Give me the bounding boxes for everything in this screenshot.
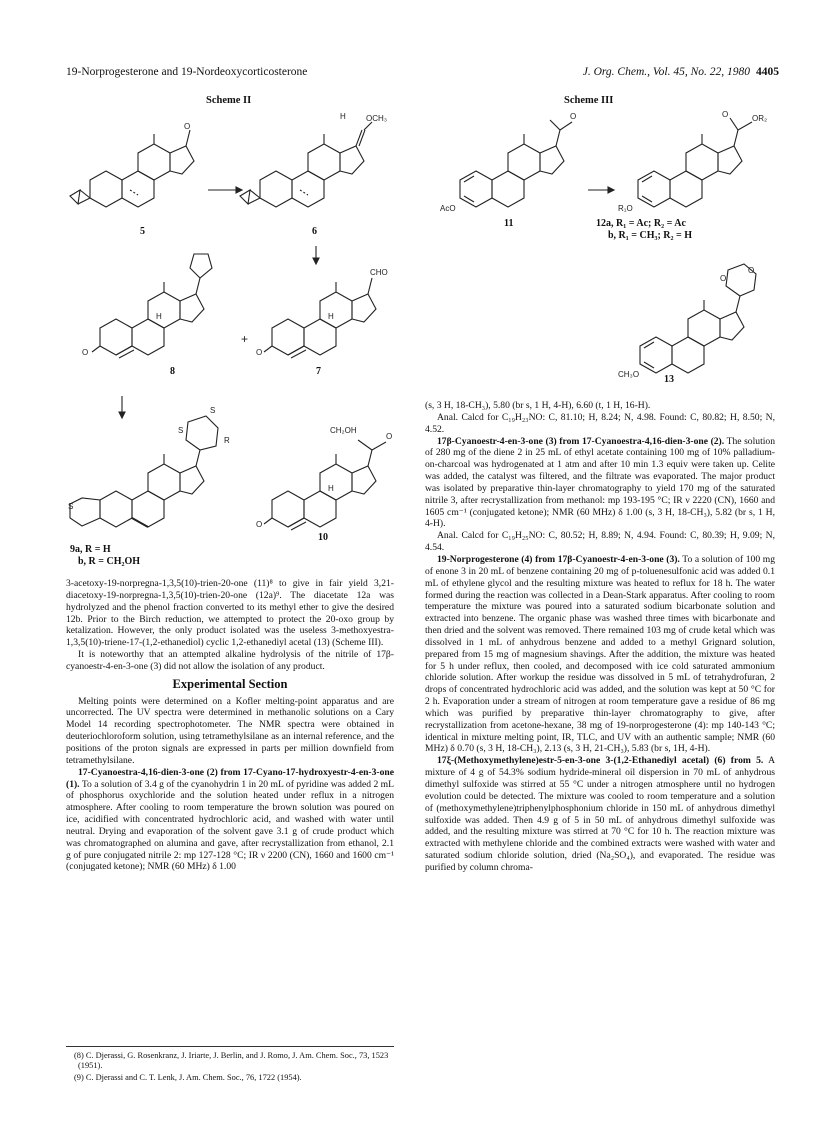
running-header: 19-Norprogesterone and 19-Nordeoxycorticosterone [66,66,308,78]
oxo-label-10b: O [256,520,263,529]
body-paragraph: Melting points were determined on a Kofler melting-point apparatus and are uncorrected. The UV spectra were determined in methanolic solutions on a Cary Model 14 recording spectrophotometer. The NMR spectra were obtained in deuteriochloroform solution, using tetramethylsilane as an internal reference, and the positions of the proton signals are expressed in parts per million downfield from tetramethylsilane. [66,695,394,766]
procedure-title: 17β-Cyanoestr-4-en-3-one (3) from 17-Cyanoestra-4,16-dien-3-one (2). [437,435,725,447]
ch2oh-label: CH₂OH [330,426,357,435]
footnotes [66,1046,394,1084]
aco-label: AcO [440,204,456,213]
journal-citation [583,66,779,78]
structure-8 [92,254,212,358]
analysis-paragraph: Anal. Calcd for C₁₉H₂₅NO: C, 80.52; H, 8.89; N, 4.94. Found: C, 80.39; H, 9.09; N, 4.54. [425,530,775,554]
procedure-paragraph [425,554,775,755]
procedure-body: To a solution of 3.4 g of the cyanohydrin 1 in 20 mL of pyridine was added 2 mL of phosphorus oxychloride and the solution heated under reflux in a nitrogen atmosphere. After cooling to room temperature the brown solution was poured on ice, acidified with concentrated hydrochloric acid, and washed with water until neutral. Drying and evaporation of the solvent gave 3.1 g of crude product which was chromatographed on alumina and gave, after recrystallization from ethanol, 2.1 g of pure conjugated nitrile 2: mp 127-128 °C; IR ν 2200 (CN), 1660 and 1600 cm⁻¹ (conjugated ketone); NMR (60 MHz) δ 1.00 [66,778,394,873]
left-column [66,578,394,873]
footnote-rule [66,1046,394,1047]
or2-label: OR₂ [752,114,768,123]
compound-5-label: 5 [140,226,145,237]
procedure-body: The solution of 280 mg of the diene 2 in 25 mL of ethyl acetate containing 100 mg of 10% palladium-on-charcoal was hydrogenated at 1 atm and after 10 min 1.3 equiv were taken up. Celite was added, the catalyst was filtered, and the filtrate was evaporated. The major product was isolated by preparative thin-layer chromatography to yield 170 mg of the saturated nitrile 3, after recrystallization from methanol: mp 193-195 °C; IR ν 2220 (CN), 1660 and 1605 cm⁻¹ (conjugated ketone); NMR (60 MHz) δ 1.00 (s, 3 H, 18-CH₃), 5.82 (br s, 1 H, 4-H). [425,435,775,530]
procedure-paragraph [425,436,775,531]
compound-9b-label: b, R = CH₂OH [78,556,141,567]
compound-6-label: 6 [312,226,317,237]
oxo-label-12: O [722,110,729,119]
structure-5 [70,130,194,207]
scheme-3-structures [430,108,790,388]
procedure-paragraph [66,767,394,874]
structure-6 [240,122,372,207]
scheme-2-title: Scheme II [206,95,252,106]
procedure-body: A mixture of 4 g of 54.3% sodium hydride-mineral oil dispersion in 70 mL of anhydrous dimethyl sulfoxide was stirred at 55 °C under a nitrogen atmosphere until no hydrogen evolution could be detected. The mixture was cooled to room temperature and a solution of (methoxymethylene)triphenylphosphonium chloride in 150 mL of anhydrous dimethyl sulfoxide was added. Then 4.9 g of 5 in 50 mL of anhydrous dimethyl sulfoxide was added, and the resulting mixture was stirred at 70 °C for 10 h. The reaction mixture was extracted with methylene chloride and the combined extracts were washed with water and saturated sodium chloride solution, dried (Na₂SO₄), and evaporated. The residue was purified by column chroma- [425,755,775,873]
compound-12a-label: 12a, R₁ = Ac; R₂ = Ac [596,218,686,229]
body-paragraph: (s, 3 H, 18-CH₃), 5.80 (br s, 1 H, 4-H), 6.60 (t, 1 H, 16-H). [425,400,651,411]
compound-13-label: 13 [664,374,674,385]
procedure-title: 19-Norprogesterone (4) from 17β-Cyanoestr-4-en-3-one (3). [437,553,680,565]
structure-9 [70,416,218,527]
ch3o-label: CH₃O [618,370,640,379]
o-label-13a: O [720,274,727,283]
och3-label: OCH₃ [366,114,388,123]
h-label: H [340,112,346,121]
structure-11 [460,120,572,207]
oxo-label-10: O [386,432,393,441]
s-label-3: S [68,502,74,511]
compound-9a-label: 9a, R = H [70,544,111,555]
compound-7-label: 7 [316,366,321,377]
r-label: R [224,436,230,445]
body-paragraph: It is noteworthy that an attempted alkaline hydrolysis of the nitrile of 17β-cyanoestr-4-en-3-one (3) did not allow the isolation of any product. [66,649,394,672]
h-label-10: H [328,484,334,493]
structure-12 [638,118,752,207]
procedure-title: 17ξ-(Methoxymethylene)estr-5-en-3-one 3-(1,2-Ethanediyl acetal) (6) from 5. [437,755,764,767]
scheme-3-title: Scheme III [564,95,614,106]
footnote: (8) C. Djerassi, G. Rosenkranz, J. Iriarte, J. Berlin, and J. Romo, J. Am. Chem. Soc., 73, 1523 (1951). [74,1051,389,1071]
scheme-2-structures [60,108,400,568]
structure-13 [640,264,756,373]
journal-name: J. Org. Chem., Vol. 45, No. 22, 1980 [582,66,750,78]
h-label-7: H [328,312,334,321]
s-label-2: S [210,406,216,415]
h-label-8: H [156,312,162,321]
footnote: (9) C. Djerassi and C. T. Lenk, J. Am. Chem. Soc., 76, 1722 (1954). [74,1072,302,1082]
analysis-paragraph: Anal. Calcd for C₁₉H₂₃NO: C, 81.10; H, 8.24; N, 4.98. Found: C, 80.82; H, 8.50; N, 4.52. [425,411,775,435]
body-paragraph: 3-acetoxy-19-norpregna-1,3,5(10)-trien-20-one (11)⁸ to give in fair yield 3,21-diacetoxy-19-norpregna-1,3,5(10)-trien-20-one (12a)⁹. The diacetate 12a was hydrolyzed and the phenol fraction converted to its methyl ether to give the desired 12b. Prior to the Birch reduction, we attempted to protect the 20-oxo group by ketalization. However, the only product isolated was the useless 3-methoxyestra-1,3,5(10)-triene-17-(1,2-ethanediol) cyclic 1,2-ethanediyl acetal (13) (Scheme III). [66,578,394,649]
page-number: 4405 [756,66,779,78]
oxo-label: O [184,122,191,131]
scheme-2-figure [60,108,400,568]
procedure-title: 17-Cyanoestra-4,16-dien-3-one (2) from 17-Cyano-17-hydroxyestr-4-en-3-one (1). [66,766,394,790]
compound-12b-label: b, R₁ = CH₃; R₂ = H [608,230,693,241]
s-label: S [178,426,184,435]
compound-11-label: 11 [504,218,514,229]
cho-label: CHO [370,268,388,277]
oxo-label-7: O [256,348,263,357]
oxo-label-8: O [82,348,89,357]
r1o-label: R₁O [618,204,633,213]
procedure-body: To a solution of 100 mg of enone 3 in 20 mL of benzene containing 20 mg of p-toluenesulfonic acid was added 0.1 mL of ethylene glycol and the resulting mixture was heated to reflux for 18 h. The water formed during the reaction was collected in a Dean-Stark apparatus. After cooling to room temperature the mixture was poured into a saturated sodium bicarbonate solution and extracted into benzene. The organic phase was washed three times with bicarbonate and then dried and the solvent was removed. There remained 103 mg of crude ketal which was dissolved in 1 mL of anhydrous benzene and added to a methyl Grignard solution, prepared from 15 mg of magnesium shavings. After the addition, the mixture was heated for 5 h under reflux, then cooled, and decomposed with ice cold saturated ammonium chloride solution. After workup the residue was dissolved in 5 mL of tetrahydrofuran, 2 drops of concentrated hydrochloric acid was added, and the solution was kept at 50 °C for 2 h. Evaporation under a stream of nitrogen at room temperature gave a residue of 86 mg which was purified by preparative thin-layer chromatography to give, after recrystallization from acetone-hexane, 38 mg of 19-norprogesterone (4): mp 140-143 °C; identical in mixture melting point, IR, TLC, and UV with an authentic sample; NMR (60 MHz) δ 0.70 (s, 3 H, 18-CH₃), 2.13 (s, 3 H, 21-CH₃), 5.83 (br s, 1H, 4-H). [425,553,775,755]
right-column [425,400,775,874]
o-label-13b: O [748,266,755,275]
oxo-label-11: O [570,112,577,121]
procedure-paragraph [425,755,775,873]
structure-7 [264,278,376,358]
structure-10 [264,440,386,530]
plus-sign: + [241,332,249,346]
compound-10-label: 10 [318,532,328,543]
section-heading: Experimental Section [172,676,288,691]
scheme-3-figure [430,108,790,388]
compound-8-label: 8 [170,366,175,377]
